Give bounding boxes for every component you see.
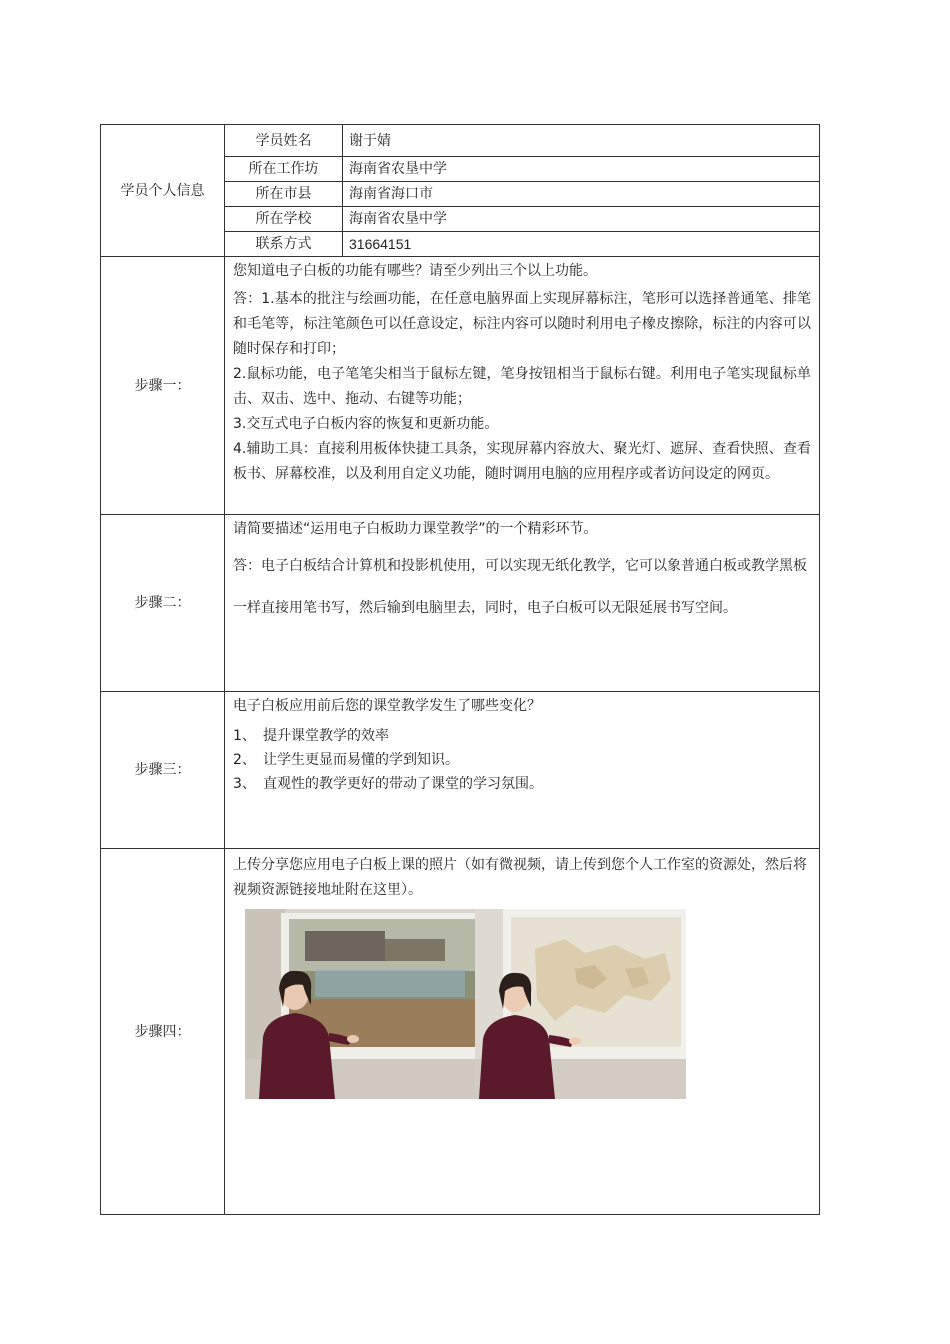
list-index: 3、 [233, 776, 256, 792]
step1-row [101, 257, 820, 515]
step1-question: 您知道电子白板的功能有哪些？请至少列出三个以上功能。 [233, 263, 597, 279]
school-value: 海南省农垦中学 [343, 207, 820, 232]
classroom-photo-1 [245, 909, 475, 1099]
info-section-label: 学员个人信息 [101, 125, 225, 257]
step3-question: 电子白板应用前后您的课堂教学发生了哪些变化？ [233, 698, 541, 714]
photo-1-image [245, 909, 475, 1099]
list-text: 让学生更显而易懂的学到知识。 [263, 752, 459, 768]
city-value: 海南省海口市 [343, 182, 820, 207]
workshop-label: 所在工作坊 [225, 157, 343, 182]
step2-label: 步骤二： [101, 515, 225, 692]
classroom-photos [245, 909, 811, 1099]
step1-answer-1: 答：1.基本的批注与绘画功能，在任意电脑界面上实现屏幕标注，笔形可以选择普通笔、排笔和毛笔等，标注笔颜色可以任意设定，标注内容可以随时利用电子橡皮擦除，标注的内容可以随时保存和打印； [233, 291, 811, 357]
list-text: 提升课堂教学的效率 [263, 728, 389, 744]
name-label: 学员姓名 [225, 125, 343, 157]
step2-row [101, 515, 820, 692]
name-value: 谢于婧 [343, 125, 820, 157]
step3-content [225, 692, 820, 849]
step2-question: 请简要描述“运用电子白板助力课堂教学”的一个精彩环节。 [233, 521, 598, 537]
step2-content [225, 515, 820, 692]
city-label: 所在市县 [225, 182, 343, 207]
contact-value: 31664151 [343, 232, 820, 257]
step4-row [101, 849, 820, 1215]
photo-2-image [475, 909, 686, 1099]
list-text: 直观性的教学更好的带动了课堂的学习氛围。 [263, 776, 543, 792]
step1-answer-3: 3.交互式电子白板内容的恢复和更新功能。 [233, 416, 499, 432]
list-item [233, 772, 811, 796]
classroom-photo-2 [475, 909, 686, 1099]
list-item [233, 748, 811, 772]
workshop-value: 海南省农垦中学 [343, 157, 820, 182]
step4-question: 上传分享您应用电子白板上课的照片（如有微视频，请上传到您个人工作室的资源处，然后将视频资源链接地址附在这里）。 [233, 857, 807, 898]
step2-answer: 答：电子白板结合计算机和投影机使用，可以实现无纸化教学，它可以象普通白板或教学黑板一样直接用笔书写，然后输到电脑里去，同时，电子白板可以无限延展书写空间。 [233, 558, 807, 616]
step4-content [225, 849, 820, 1215]
info-row-name [101, 125, 820, 157]
step4-label: 步骤四： [101, 849, 225, 1215]
list-item [233, 724, 811, 748]
step1-answer-2: 2.鼠标功能，电子笔笔尖相当于鼠标左键，笔身按钮相当于鼠标右键。利用电子笔实现鼠标单击、双击、选中、拖动、右键等功能； [233, 366, 811, 407]
trainee-form-table [100, 124, 820, 1215]
step1-content [225, 257, 820, 515]
contact-label: 联系方式 [225, 232, 343, 257]
step1-answer-4: 4.辅助工具：直接利用板体快捷工具条，实现屏幕内容放大、聚光灯、遮屏、查看快照、查看板书、屏幕校准，以及利用自定义功能，随时调用电脑的应用程序或者访问设定的网页。 [233, 441, 811, 482]
step1-label: 步骤一： [101, 257, 225, 515]
step3-row [101, 692, 820, 849]
list-index: 1、 [233, 728, 256, 744]
step3-label: 步骤三： [101, 692, 225, 849]
list-index: 2、 [233, 752, 256, 768]
school-label: 所在学校 [225, 207, 343, 232]
